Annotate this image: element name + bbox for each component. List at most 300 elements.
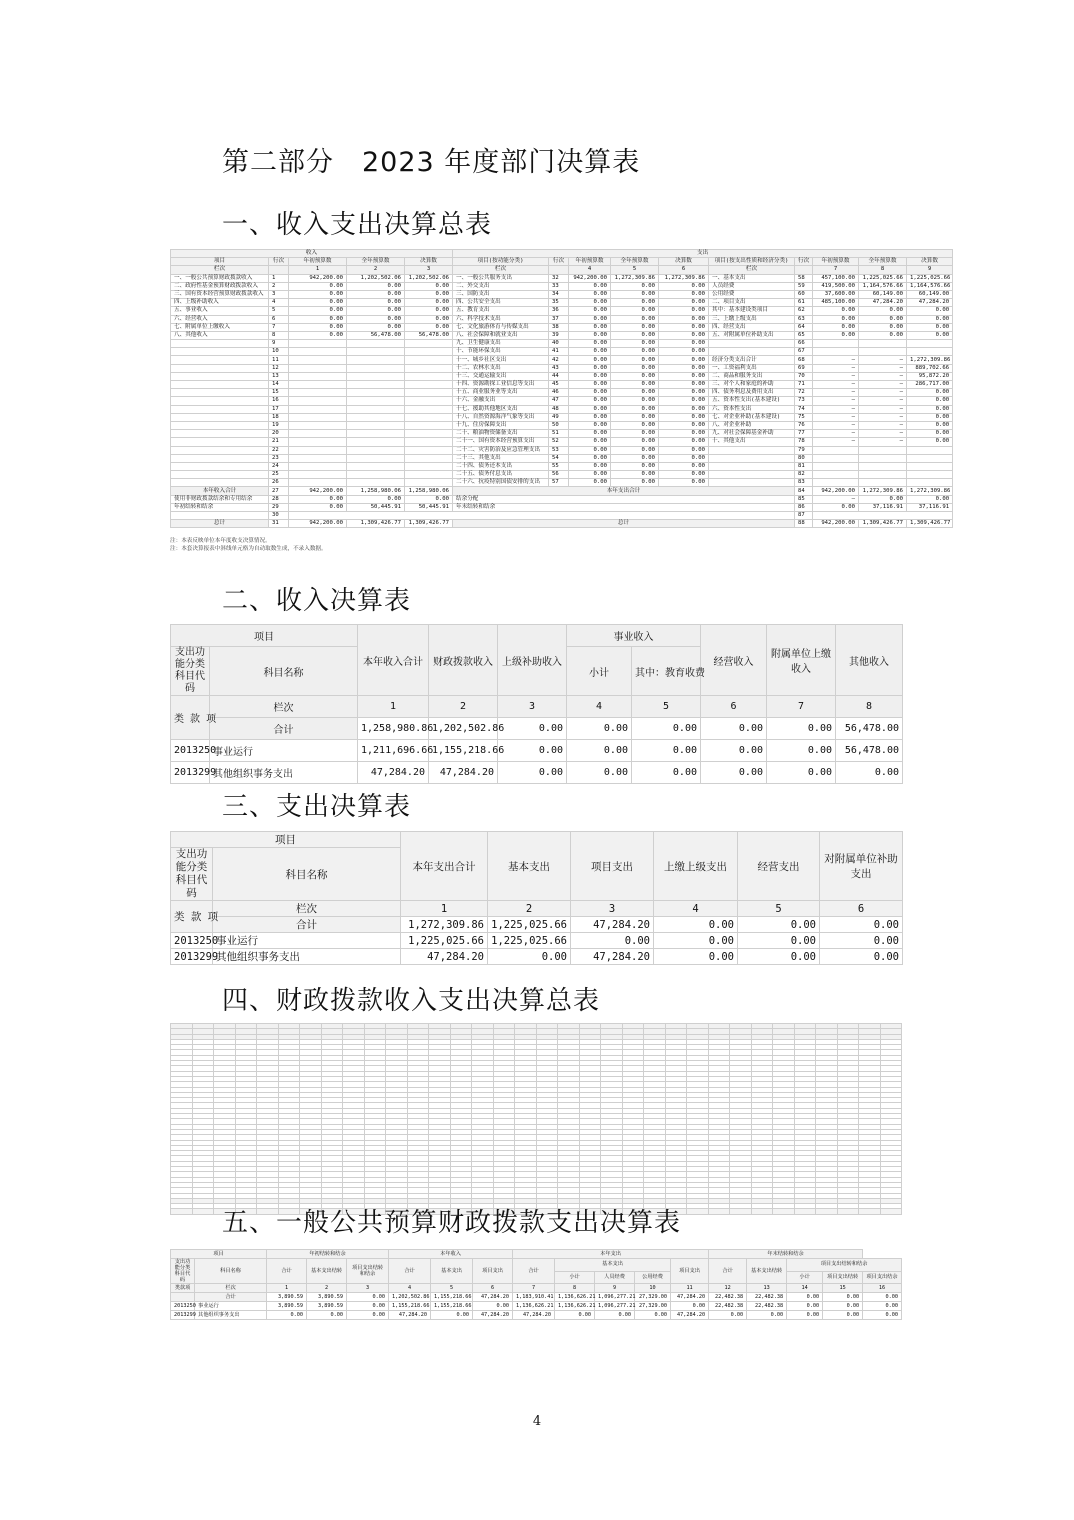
t2-total-cell: 0.00 (498, 718, 567, 740)
t1-num: 5 (611, 266, 659, 274)
t1-cell: 42 (549, 356, 569, 364)
t1-cell (859, 454, 907, 462)
t1-col-head: 年初预算数 (813, 258, 859, 266)
t1-cell (859, 471, 907, 479)
t4-cell (880, 1209, 902, 1214)
t2-row-label: 栏次 (210, 696, 358, 718)
table-row (171, 949, 903, 965)
t1-cell: 56,478.00 (347, 331, 405, 339)
t2-cell: 0.00 (498, 740, 567, 762)
t1-cell: 二十四、债务还本支出 (453, 462, 549, 470)
t5-cell: 0.00 (267, 1311, 307, 1320)
t1-cell (289, 479, 347, 487)
t3-col-total: 本年支出合计 (401, 832, 488, 901)
t5-cell: 1,136,626.21 (513, 1302, 555, 1311)
table-row (171, 323, 953, 331)
t1-cell: 1,272,309.86 (611, 274, 659, 282)
t1-cell: 76 (795, 421, 813, 429)
table-row (171, 282, 953, 290)
t1-col-head: 全年预算数 (611, 258, 659, 266)
t1-cell: 0.00 (611, 356, 659, 364)
t2-total-cell: 0.00 (767, 718, 836, 740)
t4-cell (794, 1209, 816, 1214)
t2-code: 2013250 (171, 740, 210, 762)
t1-grand-label: 总计 (453, 520, 795, 528)
t1-cell (347, 364, 405, 372)
t1-cell: 0.00 (405, 323, 453, 331)
t1-cell: 0.00 (611, 389, 659, 397)
t2-total-cell: 0.00 (567, 718, 632, 740)
t3-subject-head: 科目名称 (213, 848, 401, 901)
t1-cell (859, 446, 907, 454)
t5-cell: 0.00 (635, 1311, 671, 1320)
t2-subject-head: 科目名称 (210, 647, 358, 696)
t3-item-head: 项目 (171, 832, 401, 848)
t1-cell: 0.00 (611, 413, 659, 421)
t1-cell: 0.00 (907, 315, 953, 323)
t1-cell: 16 (269, 397, 289, 405)
t1-cell (907, 454, 953, 462)
t1-cell: 二十五、债务付息支出 (453, 471, 549, 479)
t1-cell (907, 471, 953, 479)
t1-cell (347, 397, 405, 405)
t1-cell: 0.00 (659, 340, 709, 348)
t1-cell: 四、公共安全支出 (453, 299, 549, 307)
t1-cell (907, 446, 953, 454)
table1-note-1: 注：本表反映单位本年度收支决算情况。 (170, 538, 271, 544)
t3-cell: 0.00 (738, 933, 820, 949)
t1-cell (859, 340, 907, 348)
t1-cell: 62 (795, 307, 813, 315)
t5-group-end: 年末结转和结余 (709, 1250, 863, 1259)
table-row (171, 348, 953, 356)
t1-cell: 0.00 (405, 315, 453, 323)
t1-cell (405, 462, 453, 470)
t1-cell: 32 (549, 274, 569, 282)
t1-cell (289, 381, 347, 389)
t5-col: 合计 (267, 1259, 307, 1284)
t2-col-business: 事业收入 (567, 625, 701, 647)
table-row (171, 762, 903, 784)
t1-cell: 2 (269, 282, 289, 290)
t1-cell (347, 421, 405, 429)
t1-cell (347, 413, 405, 421)
t5-cell: 1,096,277.21 (595, 1302, 635, 1311)
t3-cell: 0.00 (820, 933, 903, 949)
t2-cell: 0.00 (767, 762, 836, 784)
table-row (171, 372, 953, 380)
t3-cell: 0.00 (738, 949, 820, 965)
section-title-5: 五、一般公共预算财政拨款支出决算表 (222, 1208, 682, 1238)
t1-cell: 5 (269, 307, 289, 315)
t5-cell: 0.00 (747, 1311, 787, 1320)
t1-col-head: 年初预算数 (569, 258, 611, 266)
t1-cell (405, 413, 453, 421)
t1-cell (405, 348, 453, 356)
t1-cell: 60,149.00 (907, 290, 953, 298)
t5-cell: 0.00 (671, 1302, 709, 1311)
table-row (171, 315, 953, 323)
t5-num: 10 (635, 1284, 671, 1293)
t1-cell: 0.00 (813, 315, 859, 323)
t1-cell: 二、项目支出 (709, 299, 795, 307)
t1-cell (859, 479, 907, 487)
t1-cell (171, 446, 269, 454)
t1-grand-cell: 1,309,426.77 (859, 520, 907, 528)
t1-cell: 0.00 (659, 372, 709, 380)
t1-cell: 0.00 (859, 331, 907, 339)
t1-cell: 年初结转和结余 (171, 503, 269, 511)
t1-cell: — (859, 413, 907, 421)
t1-num: 9 (907, 266, 953, 274)
t1-cell: 68 (795, 356, 813, 364)
t3-num: 2 (488, 901, 571, 917)
t1-cell: 58 (795, 274, 813, 282)
t1-cell (347, 389, 405, 397)
t4-cell (192, 1209, 214, 1214)
t1-cell: 0.00 (569, 397, 611, 405)
t1-cell: 十二、农林水支出 (453, 364, 549, 372)
t4-cell (687, 1209, 709, 1214)
t1-cell (405, 381, 453, 389)
t5-total-cell: 1,096,277.21 (595, 1293, 635, 1302)
t1-col-head: 行次 (549, 258, 569, 266)
t1-cell: 55 (549, 462, 569, 470)
t1-cell (907, 462, 953, 470)
t1-cell: — (813, 405, 859, 413)
t1-cell (405, 405, 453, 413)
t1-cell: 四、经营支出 (709, 323, 795, 331)
t2-total-cell: 1,258,980.86 (358, 718, 429, 740)
t2-cell: 0.00 (701, 740, 767, 762)
t1-cell: 十、其他支出 (709, 438, 795, 446)
t3-total-cell: 0.00 (738, 917, 820, 933)
t1-cell: 1,225,025.66 (859, 274, 907, 282)
t1-cell: — (813, 413, 859, 421)
page-number: 4 (532, 1414, 542, 1429)
t1-cell: 26 (269, 479, 289, 487)
t1-cell: 0.00 (611, 462, 659, 470)
t1-cell: 一、基本支出 (709, 274, 795, 282)
t1-cell: 20 (269, 430, 289, 438)
t2-cell: 47,284.20 (429, 762, 498, 784)
t1-cell: 85 (795, 495, 813, 503)
table-row (171, 454, 953, 462)
t1-cell: 81 (795, 462, 813, 470)
t3-num: 4 (654, 901, 738, 917)
t1-cell: 70 (795, 372, 813, 380)
t1-cell: 19 (269, 421, 289, 429)
t2-num: 2 (429, 696, 498, 718)
table-row (171, 340, 953, 348)
t1-cell: 39 (549, 331, 569, 339)
table-row (171, 364, 953, 372)
t5-col: 公用经费 (635, 1271, 671, 1284)
t1-cell: 0.00 (569, 405, 611, 413)
t1-cell: 60 (795, 290, 813, 298)
t1-cell: 五、事业收入 (171, 307, 269, 315)
t1-cell: 419,500.00 (813, 282, 859, 290)
t1-cell: 0.00 (813, 331, 859, 339)
t1-total-cell: 1,258,980.06 (347, 487, 405, 495)
section-title-1: 一、收入支出决算总表 (222, 210, 493, 240)
t1-cell: 1 (269, 274, 289, 282)
t1-cell: 0.00 (659, 290, 709, 298)
t1-cell: 0.00 (659, 454, 709, 462)
t1-cell: 0.00 (611, 331, 659, 339)
t3-num: 3 (571, 901, 654, 917)
t1-cell (405, 454, 453, 462)
t5-cell: 0.00 (595, 1311, 635, 1320)
t1-cell: 0.00 (611, 299, 659, 307)
t5-cell: 22,482.38 (747, 1302, 787, 1311)
t1-cell: 12 (269, 364, 289, 372)
t1-cell: 18 (269, 413, 289, 421)
t1-cell: 0.00 (907, 438, 953, 446)
t5-cell: 0.00 (863, 1302, 902, 1311)
t1-cell: 二十二、灾害防治及应急管理支出 (453, 446, 549, 454)
t5-col: 基本支出 (431, 1259, 473, 1284)
t5-cell: 0.00 (863, 1311, 902, 1320)
t5-subject: 事业运行 (195, 1302, 267, 1311)
t2-col-total: 本年收入合计 (358, 625, 429, 696)
t5-code-head: 支出功能分类科目代码 (171, 1259, 195, 1284)
t1-cell: 0.00 (907, 405, 953, 413)
t1-cell: 七、文化旅游体育与传媒支出 (453, 323, 549, 331)
t5-num: 9 (595, 1284, 635, 1293)
t1-cell: 0.00 (611, 397, 659, 405)
t1-cell: 0.00 (813, 307, 859, 315)
t1-cell: 二十、粮油物资储备支出 (453, 430, 549, 438)
t3-total-cell: 0.00 (654, 917, 738, 933)
t1-cell (709, 479, 795, 487)
t1-cell: — (813, 381, 859, 389)
t5-num: 15 (823, 1284, 863, 1293)
t1-sub-label: 栏次 (171, 266, 269, 274)
t1-cell: — (859, 389, 907, 397)
t1-cell: 0.00 (289, 315, 347, 323)
t1-cell: 0.00 (859, 315, 907, 323)
table-row (171, 413, 953, 421)
income-expense-summary-table (170, 249, 953, 528)
t1-cell: 0.00 (659, 471, 709, 479)
table-row (171, 307, 953, 315)
t1-col-head: 行次 (795, 258, 813, 266)
t2-cell: 0.00 (498, 762, 567, 784)
t5-group-income: 本年收入 (389, 1250, 513, 1259)
table-row (171, 479, 953, 487)
t1-cell (289, 446, 347, 454)
t1-cell: 95,872.20 (907, 372, 953, 380)
t1-cell (171, 397, 269, 405)
t1-cell: 六、经营收入 (171, 315, 269, 323)
t1-cell (405, 397, 453, 405)
t1-cell: 0.00 (611, 479, 659, 487)
t1-cell: — (859, 421, 907, 429)
t1-cell (405, 356, 453, 364)
t5-subject-head: 科目名称 (195, 1259, 267, 1284)
table-row (171, 933, 903, 949)
t1-cell: 9 (269, 340, 289, 348)
t1-cell (289, 405, 347, 413)
table-row (171, 397, 953, 405)
t5-col: 项目支出结余 (863, 1271, 902, 1284)
t1-cell: 48 (549, 405, 569, 413)
t1-cell: 八、对企业补助 (709, 421, 795, 429)
t3-total-cell: 47,284.20 (571, 917, 654, 933)
t2-total-cell: 56,478.00 (836, 718, 903, 740)
t1-cell: 0.00 (611, 372, 659, 380)
t1-cell (813, 446, 859, 454)
t5-code: 2013250 (171, 1302, 195, 1311)
t1-cell: 十、节能环保支出 (453, 348, 549, 356)
t1-cell: 0.00 (659, 381, 709, 389)
t5-cell: 0.00 (709, 1311, 747, 1320)
t5-total-cell: 47,284.20 (671, 1293, 709, 1302)
t1-cell (859, 462, 907, 470)
t1-grand-cell: 1,309,426.77 (405, 520, 453, 528)
t4-cell (837, 1209, 859, 1214)
t1-cell: 942,200.00 (289, 274, 347, 282)
t1-cell (405, 421, 453, 429)
t1-col-head: 全年预算数 (859, 258, 907, 266)
t1-total-cell: 942,200.00 (289, 487, 347, 495)
t1-cell (289, 471, 347, 479)
t1-cell: 47,284.20 (907, 299, 953, 307)
t1-cell: 0.00 (907, 323, 953, 331)
t1-cell: 286,717.00 (907, 381, 953, 389)
t5-cell: 0.00 (823, 1311, 863, 1320)
t1-cell: 人员经费 (709, 282, 795, 290)
t3-code: 2013299 (171, 949, 213, 965)
t1-num: 4 (569, 266, 611, 274)
part-title: 第二部分 2023 年度部门决算表 (222, 147, 641, 178)
t1-cell: 0.00 (569, 389, 611, 397)
t1-cell (405, 446, 453, 454)
t1-cell (171, 372, 269, 380)
t1-cell: 86 (795, 503, 813, 511)
t1-cell: 0.00 (569, 348, 611, 356)
t1-cell: 三、上缴上级支出 (709, 315, 795, 323)
t5-cell: 47,284.20 (671, 1311, 709, 1320)
t1-cell: 0.00 (569, 381, 611, 389)
t1-col-head: 项目(按支出性质和经济分类) (709, 258, 795, 266)
t1-cell: 0.00 (907, 495, 953, 503)
t2-cell: 0.00 (632, 762, 701, 784)
t1-col-head: 年初预算数 (289, 258, 347, 266)
t1-cell: 0.00 (289, 290, 347, 298)
t1-cell: 0.00 (611, 364, 659, 372)
t1-cell: 0.00 (347, 495, 405, 503)
t2-num: 5 (632, 696, 701, 718)
t5-col: 项目支出结转和结余 (347, 1259, 389, 1284)
t5-row-label: 栏次 (195, 1284, 267, 1293)
t1-grand-cell: 88 (795, 520, 813, 528)
t1-cell: 0.00 (611, 446, 659, 454)
t2-subject: 事业运行 (210, 740, 358, 762)
t1-total-cell: 84 (795, 487, 813, 495)
t1-cell: 485,100.00 (813, 299, 859, 307)
t5-cell: 22,482.38 (709, 1302, 747, 1311)
t1-cell: — (813, 421, 859, 429)
t2-subject: 其他组织事务支出 (210, 762, 358, 784)
t5-cell: 0.00 (787, 1302, 823, 1311)
t1-cell: 0.00 (659, 421, 709, 429)
t1-cell: 0.00 (569, 364, 611, 372)
income-final-table (170, 624, 903, 784)
t1-cell: 八、其他收入 (171, 331, 269, 339)
t1-col-head: 项目(按功能分类) (453, 258, 549, 266)
t3-cell: 0.00 (654, 933, 738, 949)
t5-num: 1 (267, 1284, 307, 1293)
table-row (171, 274, 953, 282)
t1-cell: 0.00 (611, 438, 659, 446)
t1-cell: 0.00 (611, 471, 659, 479)
t1-cell (709, 471, 795, 479)
t1-cell: 0.00 (569, 282, 611, 290)
t3-cell: 47,284.20 (401, 949, 488, 965)
t1-num: 1 (289, 266, 347, 274)
t1-cell: 0.00 (289, 307, 347, 315)
t5-cell: 1,155,218.66 (389, 1302, 431, 1311)
t1-cell (347, 381, 405, 389)
t4-cell (773, 1209, 795, 1214)
t1-cell: 33 (549, 282, 569, 290)
table-row (171, 290, 953, 298)
t2-num: 8 (836, 696, 903, 718)
t5-total-cell: 0.00 (823, 1293, 863, 1302)
t1-cell (907, 479, 953, 487)
t1-cell (289, 430, 347, 438)
t1-cell: 0.00 (289, 331, 347, 339)
t1-cell (289, 397, 347, 405)
t1-cell: 0.00 (347, 299, 405, 307)
t3-total-cell: 1,225,025.66 (488, 917, 571, 933)
t3-cell: 1,225,025.66 (401, 933, 488, 949)
t2-cell: 0.00 (836, 762, 903, 784)
table-row (171, 389, 953, 397)
t1-cell: 六、科学技术支出 (453, 315, 549, 323)
t1-cell (347, 479, 405, 487)
t1-num: 2 (347, 266, 405, 274)
t4-cell (730, 1209, 752, 1214)
t1-empty (269, 266, 289, 274)
t1-cell (813, 479, 859, 487)
t2-sub-edu-fee: 其中：教育收费 (632, 647, 701, 696)
t1-cell (171, 430, 269, 438)
table-row (171, 405, 953, 413)
table-row (171, 299, 953, 307)
t5-total-cell: 1,202,502.86 (389, 1293, 431, 1302)
t1-cell (289, 356, 347, 364)
t2-cell: 56,478.00 (836, 740, 903, 762)
t1-cell: 53 (549, 446, 569, 454)
t1-num: 8 (859, 266, 907, 274)
t1-cell: 三、国防支出 (453, 290, 549, 298)
t5-col: 小计 (555, 1271, 595, 1284)
t1-total-cell: 27 (269, 487, 289, 495)
t1-cell: 74 (795, 405, 813, 413)
section-title-3: 三、支出决算表 (222, 792, 412, 822)
t1-cell: 0.00 (611, 381, 659, 389)
t1-cell: 0.00 (347, 282, 405, 290)
table-row (171, 471, 953, 479)
table1-note-2: 注：本套决算报表中斜线单元格为自动取数生成，不录入数据。 (170, 546, 327, 552)
t1-cell: 一、工资福利支出 (709, 364, 795, 372)
t1-cell: 87 (795, 512, 813, 520)
t1-cell: — (859, 372, 907, 380)
t1-cell: 15 (269, 389, 289, 397)
